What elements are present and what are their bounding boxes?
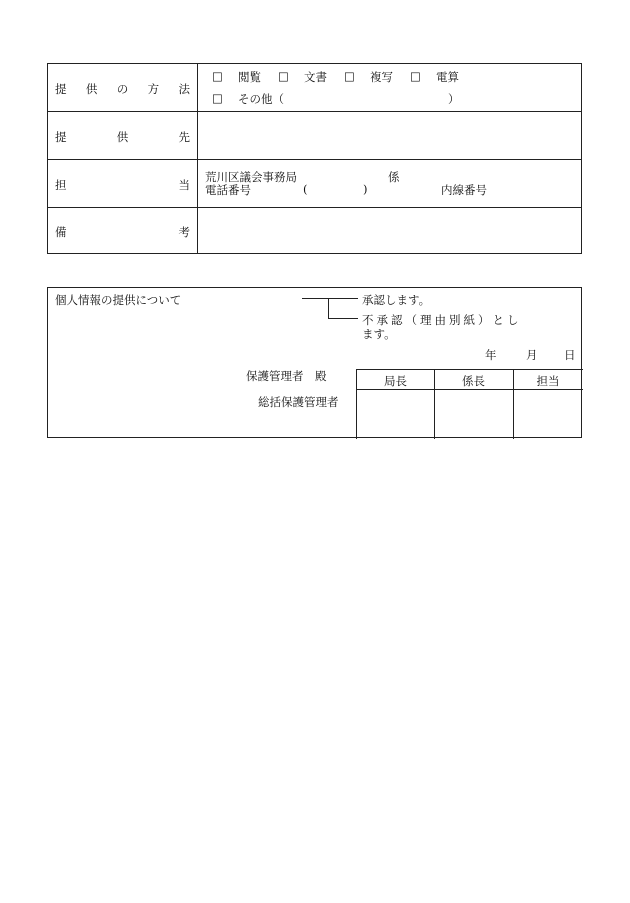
stamp-box-chief[interactable] — [434, 390, 513, 439]
date-day: 日 — [564, 348, 576, 362]
office-name: 荒川区議会事務局 — [205, 170, 297, 184]
provision-method-label: 提 供 の 方 法 — [55, 82, 190, 96]
remarks-label: 備 考 — [55, 225, 190, 239]
stamp-box-staff[interactable] — [513, 390, 583, 439]
recipient-field[interactable] — [198, 112, 581, 158]
section-label: 係 — [388, 170, 400, 184]
stamp-box-director[interactable] — [357, 390, 434, 439]
option-other-close: ） — [448, 92, 460, 106]
checkbox-computer[interactable]: □ — [410, 69, 421, 83]
date-year: 年 — [485, 348, 497, 362]
bracket-line — [328, 298, 329, 318]
bracket-line — [328, 318, 358, 319]
stamp-header-chief: 係長 — [462, 374, 485, 388]
extension-label: 内線番号 — [441, 183, 487, 197]
option-computer-label: 電算 — [436, 70, 459, 84]
stamp-grid — [356, 369, 583, 439]
checkbox-browse[interactable]: □ — [212, 69, 223, 83]
choice-reject: 不承認（理由別紙）とし — [362, 313, 522, 327]
remarks-field[interactable] — [198, 208, 581, 253]
general-manager: 総括保護管理者 — [258, 395, 339, 409]
stamp-header-staff: 担当 — [536, 374, 560, 388]
stamp-header-director: 局長 — [384, 374, 407, 388]
addressee: 保護管理者 殿 — [246, 369, 327, 383]
option-document-label: 文書 — [304, 70, 327, 84]
bracket-line — [302, 298, 358, 299]
approval-subject: 個人情報の提供について — [55, 293, 182, 307]
date-month: 月 — [526, 348, 538, 362]
checkbox-other[interactable]: □ — [212, 91, 223, 105]
person-in-charge-label: 担 当 — [55, 178, 190, 192]
phone-close-paren: ) — [363, 182, 368, 196]
choice-approve: 承認します。 — [362, 293, 431, 307]
information-provision-form — [47, 63, 582, 254]
option-copy-label: 複写 — [370, 70, 393, 84]
option-browse-label: 閲覧 — [238, 70, 261, 84]
choice-reject-line2: ます。 — [362, 327, 396, 341]
approval-section — [47, 287, 582, 438]
recipient-label: 提 供 先 — [55, 130, 190, 144]
phone-label: 電話番号 — [205, 183, 251, 197]
row-divider — [48, 159, 581, 160]
checkbox-document[interactable]: □ — [278, 69, 289, 83]
option-other-label: その他（ — [238, 92, 284, 106]
checkbox-copy[interactable]: □ — [344, 69, 355, 83]
phone-open-paren: ( — [303, 182, 308, 196]
